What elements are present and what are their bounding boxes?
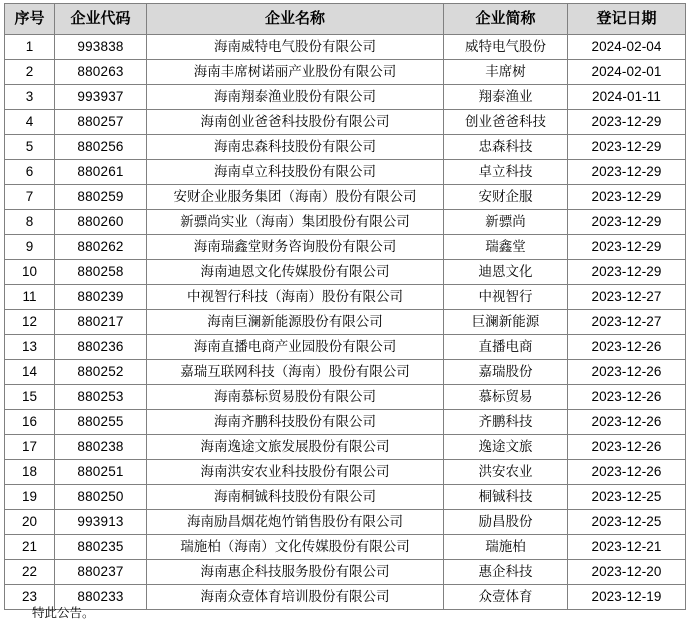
- cell-code: 880259: [55, 185, 147, 210]
- cell-short: 迪恩文化: [444, 260, 568, 285]
- cell-seq: 12: [5, 310, 55, 335]
- cell-name: 新骠尚实业（海南）集团股份有限公司: [147, 210, 444, 235]
- cell-code: 880256: [55, 135, 147, 160]
- company-registration-table: [4, 3, 686, 610]
- table-row: [5, 210, 686, 235]
- cell-seq: 20: [5, 510, 55, 535]
- cell-short: 翔泰渔业: [444, 85, 568, 110]
- cell-short: 直播电商: [444, 335, 568, 360]
- cell-date: 2023-12-21: [568, 535, 686, 560]
- cell-seq: 7: [5, 185, 55, 210]
- cell-short: 丰席树: [444, 60, 568, 85]
- cell-name: 海南丰席树诺丽产业股份有限公司: [147, 60, 444, 85]
- table-row: [5, 335, 686, 360]
- cell-date: 2023-12-27: [568, 310, 686, 335]
- cell-short: 惠企科技: [444, 560, 568, 585]
- cell-name: 瑞施柏（海南）文化传媒股份有限公司: [147, 535, 444, 560]
- cell-seq: 13: [5, 335, 55, 360]
- cell-code: 880238: [55, 435, 147, 460]
- table-row: [5, 85, 686, 110]
- table-row: [5, 385, 686, 410]
- cell-name: 海南洪安农业科技股份有限公司: [147, 460, 444, 485]
- cell-code: 993913: [55, 510, 147, 535]
- cell-date: 2023-12-29: [568, 110, 686, 135]
- cell-code: 880261: [55, 160, 147, 185]
- cell-seq: 15: [5, 385, 55, 410]
- table-row: [5, 435, 686, 460]
- cell-code: 880235: [55, 535, 147, 560]
- cell-date: 2023-12-29: [568, 185, 686, 210]
- cell-name: 海南巨澜新能源股份有限公司: [147, 310, 444, 335]
- cell-seq: 19: [5, 485, 55, 510]
- cell-name: 中视智行科技（海南）股份有限公司: [147, 285, 444, 310]
- cell-name: 海南惠企科技服务股份有限公司: [147, 560, 444, 585]
- table-row: [5, 235, 686, 260]
- footer-note: 特此公告。: [32, 606, 95, 620]
- table-row: [5, 60, 686, 85]
- cell-date: 2023-12-26: [568, 410, 686, 435]
- cell-code: 880217: [55, 310, 147, 335]
- table-row: [5, 110, 686, 135]
- cell-short: 逸途文旅: [444, 435, 568, 460]
- cell-seq: 8: [5, 210, 55, 235]
- table-header: [5, 4, 686, 35]
- table-row: [5, 535, 686, 560]
- cell-code: 880233: [55, 585, 147, 610]
- cell-code: 880257: [55, 110, 147, 135]
- cell-seq: 16: [5, 410, 55, 435]
- cell-date: 2023-12-26: [568, 360, 686, 385]
- cell-code: 880237: [55, 560, 147, 585]
- cell-name: 海南励昌烟花炮竹销售股份有限公司: [147, 510, 444, 535]
- cell-short: 励昌股份: [444, 510, 568, 535]
- cell-name: 海南威特电气股份有限公司: [147, 35, 444, 60]
- cell-short: 嘉瑞股份: [444, 360, 568, 385]
- column-header-date: 登记日期: [568, 4, 686, 35]
- table-row: [5, 585, 686, 610]
- cell-short: 洪安农业: [444, 460, 568, 485]
- cell-seq: 18: [5, 460, 55, 485]
- cell-name: 安财企业服务集团（海南）股份有限公司: [147, 185, 444, 210]
- table-header-row: [5, 4, 686, 35]
- cell-name: 海南直播电商产业园股份有限公司: [147, 335, 444, 360]
- table-row: [5, 160, 686, 185]
- cell-date: 2024-02-04: [568, 35, 686, 60]
- cell-name: 海南瑞鑫堂财务咨询股份有限公司: [147, 235, 444, 260]
- cell-date: 2023-12-27: [568, 285, 686, 310]
- cell-short: 忠森科技: [444, 135, 568, 160]
- cell-short: 卓立科技: [444, 160, 568, 185]
- cell-short: 瑞施柏: [444, 535, 568, 560]
- document-page: [0, 3, 689, 635]
- table-row: [5, 260, 686, 285]
- cell-code: 880251: [55, 460, 147, 485]
- table-row: [5, 185, 686, 210]
- cell-code: 993838: [55, 35, 147, 60]
- cell-name: 海南忠森科技股份有限公司: [147, 135, 444, 160]
- cell-date: 2023-12-29: [568, 235, 686, 260]
- cell-short: 巨澜新能源: [444, 310, 568, 335]
- cell-seq: 9: [5, 235, 55, 260]
- cell-code: 880236: [55, 335, 147, 360]
- cell-seq: 1: [5, 35, 55, 60]
- cell-date: 2023-12-29: [568, 135, 686, 160]
- cell-seq: 10: [5, 260, 55, 285]
- column-header-code: 企业代码: [55, 4, 147, 35]
- cell-short: 创业爸爸科技: [444, 110, 568, 135]
- cell-code: 880255: [55, 410, 147, 435]
- table-body: [5, 35, 686, 610]
- cell-short: 齐鹏科技: [444, 410, 568, 435]
- cell-seq: 2: [5, 60, 55, 85]
- cell-code: 880262: [55, 235, 147, 260]
- cell-short: 瑞鑫堂: [444, 235, 568, 260]
- cell-date: 2023-12-25: [568, 510, 686, 535]
- table-row: [5, 310, 686, 335]
- cell-date: 2023-12-29: [568, 210, 686, 235]
- cell-short: 中视智行: [444, 285, 568, 310]
- cell-short: 威特电气股份: [444, 35, 568, 60]
- cell-short: 慕标贸易: [444, 385, 568, 410]
- cell-seq: 23: [5, 585, 55, 610]
- cell-seq: 6: [5, 160, 55, 185]
- column-header-short: 企业简称: [444, 4, 568, 35]
- cell-seq: 4: [5, 110, 55, 135]
- cell-date: 2023-12-20: [568, 560, 686, 585]
- cell-name: 海南创业爸爸科技股份有限公司: [147, 110, 444, 135]
- cell-code: 880250: [55, 485, 147, 510]
- cell-code: 880260: [55, 210, 147, 235]
- cell-date: 2024-01-11: [568, 85, 686, 110]
- cell-date: 2023-12-26: [568, 460, 686, 485]
- cell-name: 嘉瑞互联网科技（海南）股份有限公司: [147, 360, 444, 385]
- cell-name: 海南迪恩文化传媒股份有限公司: [147, 260, 444, 285]
- cell-seq: 5: [5, 135, 55, 160]
- cell-seq: 11: [5, 285, 55, 310]
- table-row: [5, 285, 686, 310]
- cell-name: 海南慕标贸易股份有限公司: [147, 385, 444, 410]
- cell-short: 众壹体育: [444, 585, 568, 610]
- cell-date: 2023-12-25: [568, 485, 686, 510]
- cell-code: 880252: [55, 360, 147, 385]
- table-row: [5, 485, 686, 510]
- cell-date: 2024-02-01: [568, 60, 686, 85]
- cell-date: 2023-12-29: [568, 260, 686, 285]
- column-header-name: 企业名称: [147, 4, 444, 35]
- table-row: [5, 360, 686, 385]
- cell-short: 安财企服: [444, 185, 568, 210]
- cell-seq: 22: [5, 560, 55, 585]
- cell-name: 海南卓立科技股份有限公司: [147, 160, 444, 185]
- cell-date: 2023-12-26: [568, 385, 686, 410]
- cell-code: 880239: [55, 285, 147, 310]
- cell-seq: 3: [5, 85, 55, 110]
- table-row: [5, 35, 686, 60]
- table-row: [5, 410, 686, 435]
- cell-name: 海南翔泰渔业股份有限公司: [147, 85, 444, 110]
- cell-date: 2023-12-29: [568, 160, 686, 185]
- cell-code: 880253: [55, 385, 147, 410]
- table-row: [5, 560, 686, 585]
- cell-date: 2023-12-19: [568, 585, 686, 610]
- column-header-seq: 序号: [5, 4, 55, 35]
- cell-date: 2023-12-26: [568, 335, 686, 360]
- cell-name: 海南众壹体育培训股份有限公司: [147, 585, 444, 610]
- cell-short: 桐铖科技: [444, 485, 568, 510]
- cell-seq: 14: [5, 360, 55, 385]
- cell-date: 2023-12-26: [568, 435, 686, 460]
- table-row: [5, 460, 686, 485]
- cell-name: 海南齐鹏科技股份有限公司: [147, 410, 444, 435]
- cell-seq: 17: [5, 435, 55, 460]
- cell-short: 新骠尚: [444, 210, 568, 235]
- cell-name: 海南桐铖科技股份有限公司: [147, 485, 444, 510]
- cell-name: 海南逸途文旅发展股份有限公司: [147, 435, 444, 460]
- cell-code: 880263: [55, 60, 147, 85]
- cell-seq: 21: [5, 535, 55, 560]
- table-row: [5, 510, 686, 535]
- table-row: [5, 135, 686, 160]
- cell-code: 993937: [55, 85, 147, 110]
- cell-code: 880258: [55, 260, 147, 285]
